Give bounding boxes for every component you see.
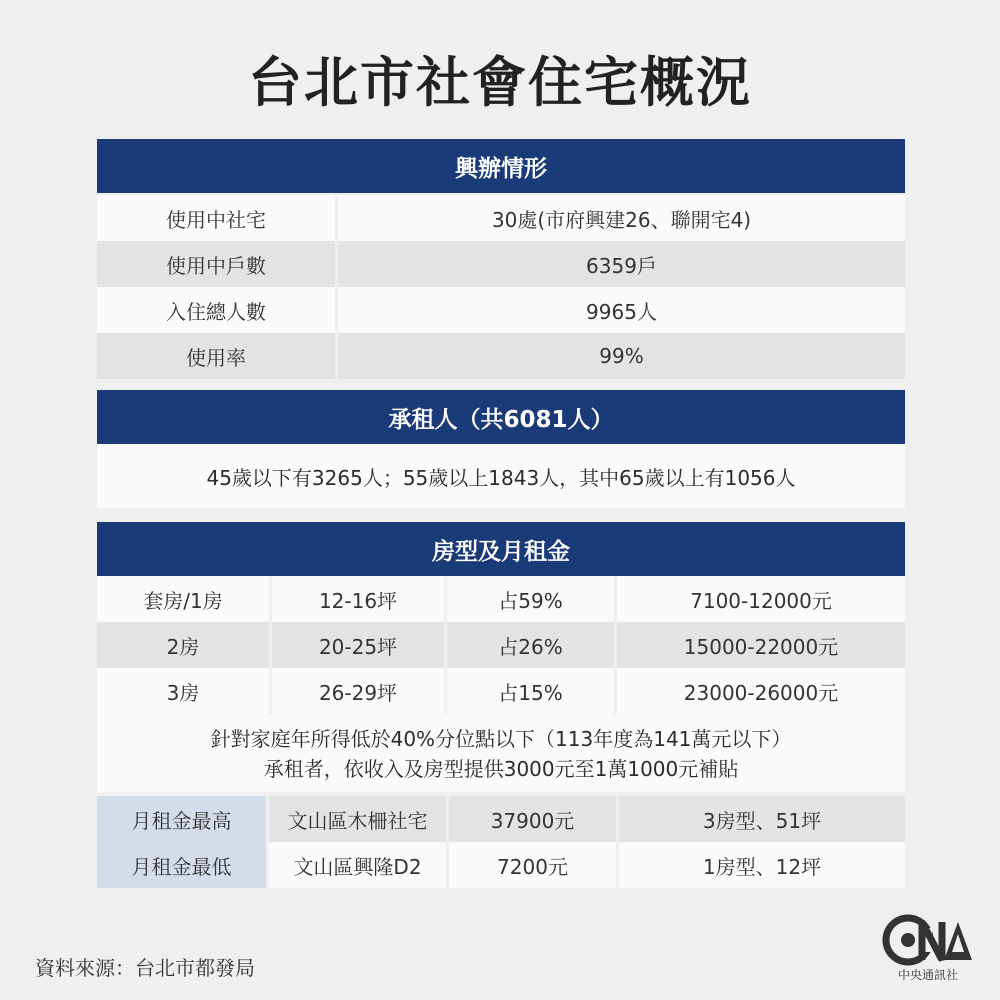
- room-rent: 15000-22000元: [683, 634, 839, 659]
- tenants-header: 承租人（共6081人）: [97, 390, 905, 444]
- room-rent: 23000-26000元: [683, 680, 839, 705]
- table-row: [97, 842, 905, 888]
- room-type: 套房/1房: [97, 576, 272, 622]
- tenants-section: [97, 390, 905, 508]
- room-type: 2房: [97, 622, 272, 668]
- table-row: [97, 287, 905, 333]
- room-share: 占59%: [447, 576, 617, 622]
- subsidy-line: 承租者，依收入及房型提供3000元至1萬1000元補貼: [263, 757, 739, 781]
- room-share: 占15%: [447, 668, 617, 714]
- rooms-section: [97, 522, 905, 888]
- room-share: 占26%: [447, 622, 617, 668]
- row-value: 9965人: [586, 299, 657, 324]
- page-title: 台北市社會住宅概況: [248, 51, 752, 114]
- row-label: 使用中戶數: [97, 241, 338, 287]
- subsidy-line: 針對家庭年所得低於40%分位點以下（113年度為141萬元以下）: [210, 727, 792, 751]
- row-value: 30處(市府興建26、聯開宅4): [491, 207, 752, 232]
- extreme-label: 月租金最低: [97, 842, 269, 888]
- table-row: [97, 241, 905, 287]
- table-row: [97, 576, 905, 622]
- extreme-site: 文山區興隆D2: [269, 842, 449, 888]
- rooms-header: 房型及月租金: [97, 522, 905, 576]
- construction-header: 興辦情形: [97, 139, 905, 193]
- row-label: 入住總人數: [97, 287, 338, 333]
- cna-logo: [882, 914, 974, 984]
- row-label: 使用中社宅: [97, 195, 338, 241]
- cna-logo-icon: [882, 914, 974, 966]
- table-row: [97, 796, 905, 842]
- row-value: 99%: [599, 344, 644, 368]
- table-row: [97, 195, 905, 241]
- logo-text: 中央通訊社: [897, 968, 958, 982]
- extreme-rent: 7200元: [449, 842, 619, 888]
- subsidy-note: [97, 714, 905, 792]
- extreme-detail: 3房型、51坪: [702, 808, 822, 833]
- room-type: 3房: [97, 668, 272, 714]
- source-note: 資料來源：台北市都發局: [35, 956, 255, 980]
- extreme-site: 文山區木柵社宅: [269, 796, 449, 842]
- table-row: [97, 622, 905, 668]
- tenants-note: 45歲以下有3265人；55歲以上1843人，其中65歲以上有1056人: [97, 444, 905, 508]
- row-label: 使用率: [97, 333, 338, 379]
- row-value: 6359戶: [586, 253, 657, 278]
- extreme-rent: 37900元: [449, 796, 619, 842]
- room-rent: 7100-12000元: [690, 588, 832, 613]
- room-size: 26-29坪: [272, 668, 447, 714]
- table-row: [97, 333, 905, 379]
- extreme-detail: 1房型、12坪: [702, 854, 822, 879]
- construction-section: [97, 139, 905, 379]
- room-size: 12-16坪: [272, 576, 447, 622]
- extreme-label: 月租金最高: [97, 796, 269, 842]
- table-row: [97, 668, 905, 714]
- room-size: 20-25坪: [272, 622, 447, 668]
